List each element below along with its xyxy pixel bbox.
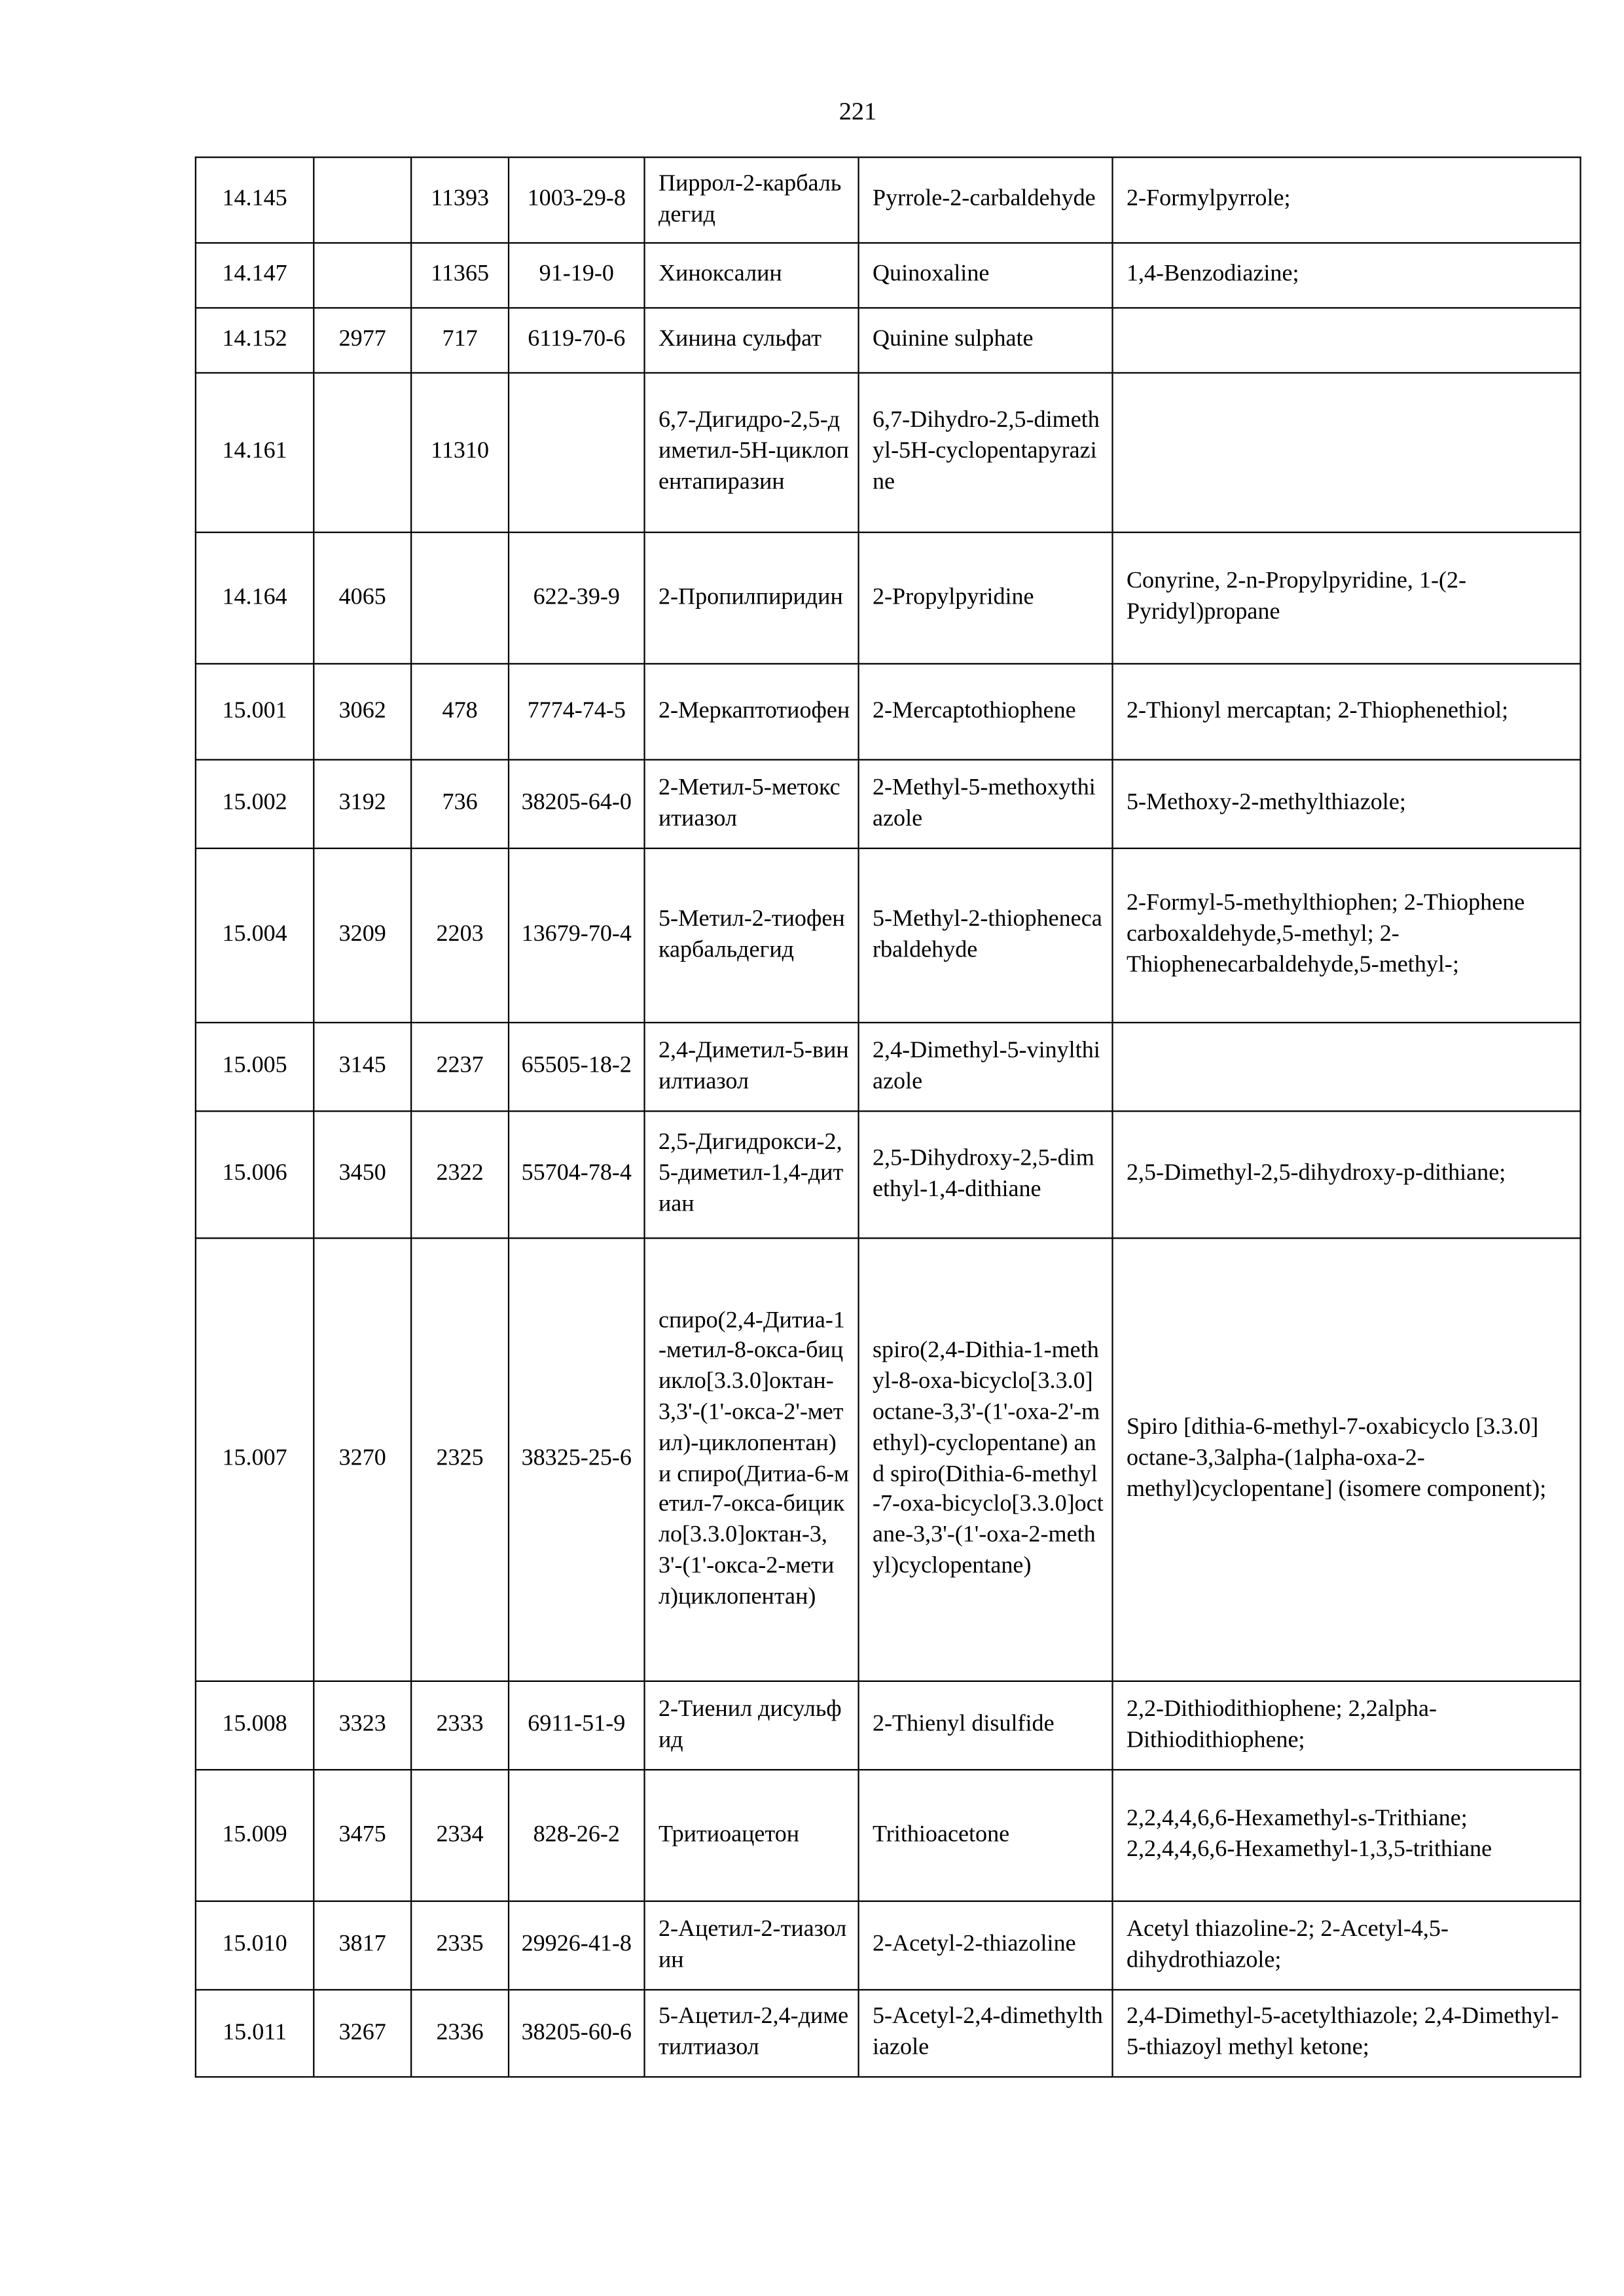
cell-name-en: 5-Acetyl-2,4-dimethylthiazole — [859, 1990, 1113, 2077]
cell-fema: 3323 — [314, 1681, 411, 1770]
cell-cas: 6911-51-9 — [509, 1681, 645, 1770]
cell-synonyms: 1,4-Benzodiazine; — [1113, 243, 1581, 308]
cell-cas: 13679-70-4 — [509, 848, 645, 1023]
cell-cas: 7774-74-5 — [509, 664, 645, 760]
cell-cas: 1003-29-8 — [509, 157, 645, 243]
cell-number: 15.007 — [196, 1238, 314, 1681]
cell-name-en: Quinoxaline — [859, 243, 1113, 308]
cell-name-en: 5-Methyl-2-thiophenecarbaldehyde — [859, 848, 1113, 1023]
cell-number: 15.010 — [196, 1901, 314, 1990]
cell-cas: 65505-18-2 — [509, 1023, 645, 1111]
cell-name-ru: 5-Метил-2-тиофенкарбальдегид — [645, 848, 859, 1023]
cell-synonyms: Spiro [dithia-6-methyl-7-oxabicyclo [3.3.0] octane-3,3alpha-(1alpha-oxa-2-methyl)cyclopentane] (isomere component); — [1113, 1238, 1581, 1681]
cell-cas: 38325-25-6 — [509, 1238, 645, 1681]
table-row — [196, 1238, 1581, 1681]
substance-table — [195, 156, 1581, 2077]
cell-name-ru: 2-Пропилпиридин — [645, 532, 859, 664]
cell-name-en: Trithioacetone — [859, 1770, 1113, 1901]
cell-name-ru: Тритиоацетон — [645, 1770, 859, 1901]
cell-number: 14.164 — [196, 532, 314, 664]
cell-name-en: 2-Mercaptothiophene — [859, 664, 1113, 760]
cell-number: 14.152 — [196, 308, 314, 373]
cell-cas: 828-26-2 — [509, 1770, 645, 1901]
cell-number: 15.008 — [196, 1681, 314, 1770]
table-row — [196, 308, 1581, 373]
cell-synonyms: 2,2-Dithiodithiophene; 2,2alpha-Dithiodithiophene; — [1113, 1681, 1581, 1770]
cell-number: 15.009 — [196, 1770, 314, 1901]
cell-number: 15.011 — [196, 1990, 314, 2077]
cell-name-en: 2-Acetyl-2-thiazoline — [859, 1901, 1113, 1990]
cell-name-en: 2,4-Dimethyl-5-vinylthiazole — [859, 1023, 1113, 1111]
cell-fema — [314, 373, 411, 533]
cell-name-ru: Хиноксалин — [645, 243, 859, 308]
table-row — [196, 157, 1581, 243]
cell-name-ru: Хинина сульфат — [645, 308, 859, 373]
cell-coe: 2335 — [411, 1901, 509, 1990]
cell-name-ru: 2-Меркаптотиофен — [645, 664, 859, 760]
cell-name-ru: спиро(2,4-Дитиа-1-метил-8-окса-бицикло[3.3.0]октан-3,3'-(1'-окса-2'-метил)-циклопентан) и спиро(Дитиа-6-метил-7-окса-бицикло[3.3.0]октан-3,3'-(1'-окса-2-метил)циклопентан) — [645, 1238, 859, 1681]
cell-coe: 2336 — [411, 1990, 509, 2077]
cell-fema — [314, 157, 411, 243]
cell-synonyms: Conyrine, 2-n-Propylpyridine, 1-(2-Pyridyl)propane — [1113, 532, 1581, 664]
cell-name-en: 2-Methyl-5-methoxythiazole — [859, 759, 1113, 848]
cell-synonyms: 2-Thionyl mercaptan; 2-Thiophenethiol; — [1113, 664, 1581, 760]
cell-synonyms: 2-Formylpyrrole; — [1113, 157, 1581, 243]
cell-fema — [314, 243, 411, 308]
table-row — [196, 1990, 1581, 2077]
cell-synonyms — [1113, 373, 1581, 533]
cell-synonyms: 2-Formyl-5-methylthiophen; 2-Thiophene carboxaldehyde,5-methyl; 2-Thiophenecarbaldehyde,5-methyl-; — [1113, 848, 1581, 1023]
cell-cas: 55704-78-4 — [509, 1111, 645, 1238]
cell-fema: 4065 — [314, 532, 411, 664]
cell-coe: 2333 — [411, 1681, 509, 1770]
cell-name-ru: 2-Метил-5-метокситиазол — [645, 759, 859, 848]
cell-synonyms — [1113, 308, 1581, 373]
cell-synonyms: 2,2,4,4,6,6-Hexamethyl-s-Trithiane; 2,2,4,4,6,6-Hexamethyl-1,3,5-trithiane — [1113, 1770, 1581, 1901]
table-row — [196, 1901, 1581, 1990]
cell-fema: 3192 — [314, 759, 411, 848]
cell-coe: 717 — [411, 308, 509, 373]
cell-synonyms — [1113, 1023, 1581, 1111]
cell-coe: 2237 — [411, 1023, 509, 1111]
cell-fema: 3270 — [314, 1238, 411, 1681]
cell-name-en: 2-Propylpyridine — [859, 532, 1113, 664]
table-row — [196, 243, 1581, 308]
table-row — [196, 1770, 1581, 1901]
cell-cas: 91-19-0 — [509, 243, 645, 308]
cell-cas: 38205-60-6 — [509, 1990, 645, 2077]
cell-fema: 3450 — [314, 1111, 411, 1238]
page-number: 221 — [839, 97, 877, 126]
table-row — [196, 759, 1581, 848]
cell-synonyms: Acetyl thiazoline-2; 2-Acetyl-4,5-dihydrothiazole; — [1113, 1901, 1581, 1990]
cell-fema: 3062 — [314, 664, 411, 760]
cell-coe: 2334 — [411, 1770, 509, 1901]
cell-number: 15.006 — [196, 1111, 314, 1238]
cell-coe — [411, 532, 509, 664]
table-row — [196, 848, 1581, 1023]
cell-name-en: spiro(2,4-Dithia-1-methyl-8-oxa-bicyclo[3.3.0]octane-3,3'-(1'-oxa-2'-methyl)-cyclopentane) and spiro(Dithia-6-methyl-7-oxa-bicyclo[3.3.0]octane-3,3'-(1'-oxa-2-methyl)cyclopentane) — [859, 1238, 1113, 1681]
cell-coe: 11310 — [411, 373, 509, 533]
cell-name-en: Pyrrole-2-carbaldehyde — [859, 157, 1113, 243]
cell-synonyms: 2,4-Dimethyl-5-acetylthiazole; 2,4-Dimethyl-5-thiazoyl methyl ketone; — [1113, 1990, 1581, 2077]
cell-name-en: 2,5-Dihydroxy-2,5-dimethyl-1,4-dithiane — [859, 1111, 1113, 1238]
cell-name-ru: 6,7-Дигидро-2,5-диметил-5H-циклопентапиразин — [645, 373, 859, 533]
cell-number: 15.004 — [196, 848, 314, 1023]
cell-synonyms: 2,5-Dimethyl-2,5-dihydroxy-p-dithiane; — [1113, 1111, 1581, 1238]
cell-fema: 3475 — [314, 1770, 411, 1901]
cell-number: 15.005 — [196, 1023, 314, 1111]
cell-name-en: 2-Thienyl disulfide — [859, 1681, 1113, 1770]
cell-name-ru: 2-Ацетил-2-тиазолин — [645, 1901, 859, 1990]
cell-coe: 2322 — [411, 1111, 509, 1238]
cell-number: 14.145 — [196, 157, 314, 243]
table-row — [196, 664, 1581, 760]
cell-coe: 2203 — [411, 848, 509, 1023]
cell-number: 15.001 — [196, 664, 314, 760]
cell-fema: 3817 — [314, 1901, 411, 1990]
cell-number: 14.161 — [196, 373, 314, 533]
cell-coe: 11365 — [411, 243, 509, 308]
cell-fema: 3267 — [314, 1990, 411, 2077]
cell-name-ru: Пиррол-2-карбальдегид — [645, 157, 859, 243]
cell-number: 14.147 — [196, 243, 314, 308]
cell-coe: 478 — [411, 664, 509, 760]
cell-cas: 38205-64-0 — [509, 759, 645, 848]
cell-name-en: 6,7-Dihydro-2,5-dimethyl-5H-cyclopentapyrazine — [859, 373, 1113, 533]
cell-fema: 3145 — [314, 1023, 411, 1111]
cell-number: 15.002 — [196, 759, 314, 848]
cell-name-ru: 2-Тиенил дисульфид — [645, 1681, 859, 1770]
table-row — [196, 373, 1581, 533]
table-row — [196, 1023, 1581, 1111]
cell-name-ru: 5-Ацетил-2,4-диметилтиазол — [645, 1990, 859, 2077]
cell-fema: 2977 — [314, 308, 411, 373]
cell-cas: 29926-41-8 — [509, 1901, 645, 1990]
cell-fema: 3209 — [314, 848, 411, 1023]
table-row — [196, 532, 1581, 664]
cell-cas: 622-39-9 — [509, 532, 645, 664]
table-row — [196, 1111, 1581, 1238]
cell-coe: 736 — [411, 759, 509, 848]
cell-name-en: Quinine sulphate — [859, 308, 1113, 373]
cell-name-ru: 2,4-Диметил-5-винилтиазол — [645, 1023, 859, 1111]
cell-coe: 2325 — [411, 1238, 509, 1681]
cell-synonyms: 5-Methoxy-2-methylthiazole; — [1113, 759, 1581, 848]
cell-coe: 11393 — [411, 157, 509, 243]
cell-cas: 6119-70-6 — [509, 308, 645, 373]
cell-name-ru: 2,5-Дигидрокси-2,5-диметил-1,4-дитиан — [645, 1111, 859, 1238]
cell-cas — [509, 373, 645, 533]
table-row — [196, 1681, 1581, 1770]
